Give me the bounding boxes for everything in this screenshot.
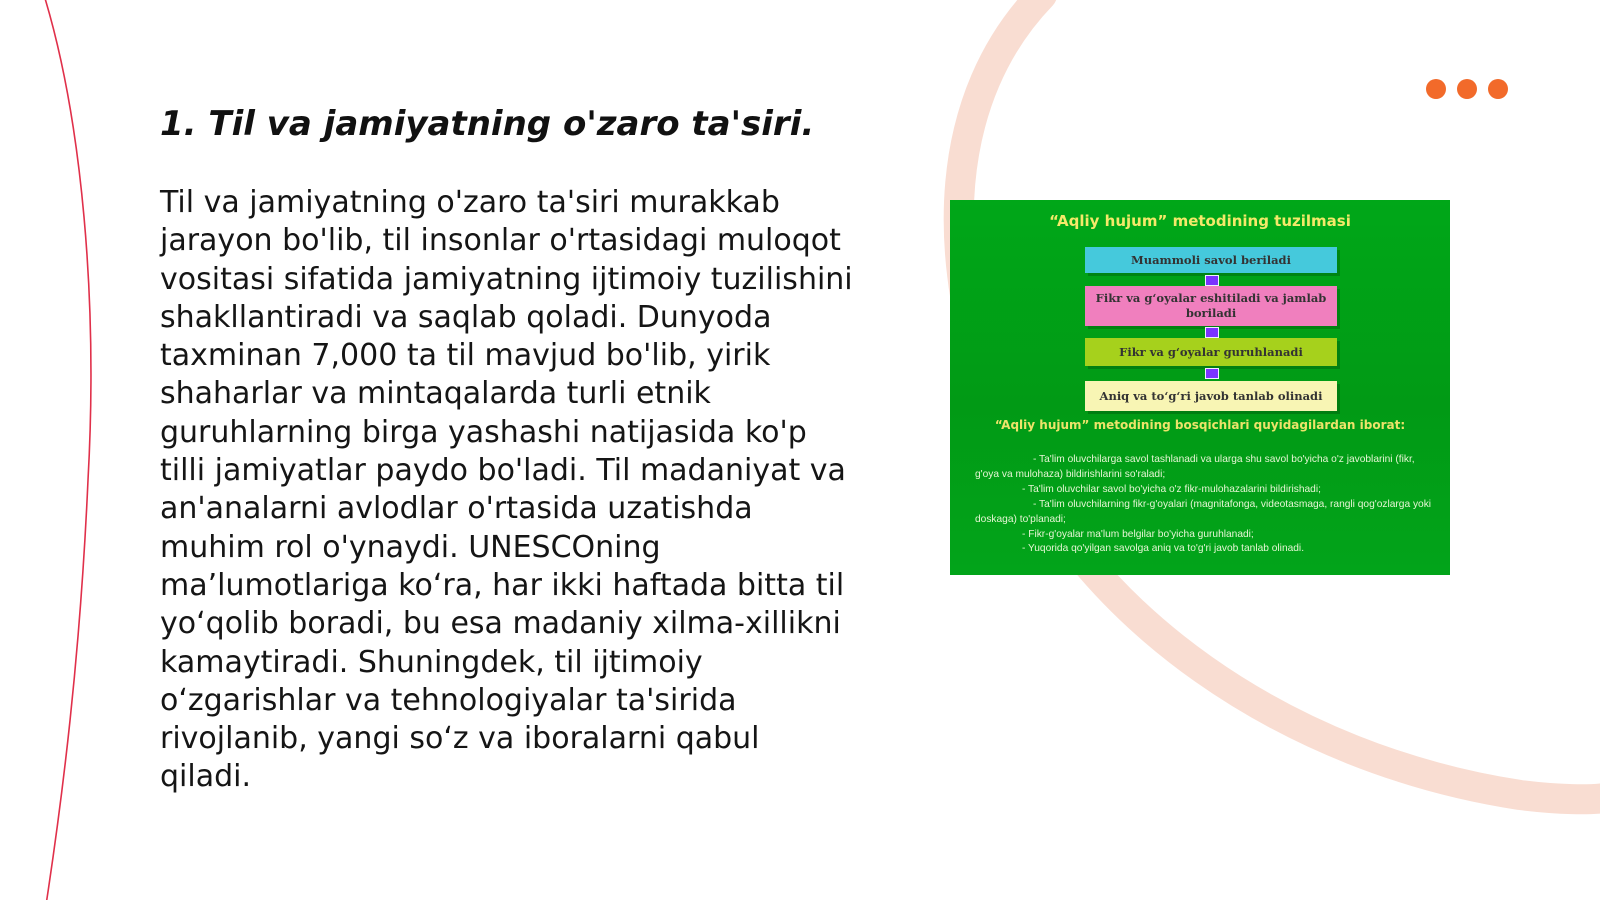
list-item: - Fikr-g'oyalar ma'lum belgilar bo'yicha guruhlanadi; <box>1022 528 1254 540</box>
list-item: - Yuqorida qo'yilgan savolga aniq va to'g'ri javob tanlab olinadi. <box>1022 543 1305 555</box>
flow-step-3: Fikr va g‘oyalar guruhlanadi <box>1085 338 1337 366</box>
decorative-dots <box>1426 79 1508 99</box>
flow-connector-3 <box>1205 368 1219 379</box>
list-item: - Ta'lim oluvchilarga savol tashlanadi va ularga shu savol bo'yicha o'z javoblarini (fikr, g'oya va mulohaza) bildirishlarini so'raladi; <box>975 454 1415 480</box>
slide-title: 1. Til va jamiyatning o'zaro ta'siri. <box>160 104 815 144</box>
flow-connector-2 <box>1205 327 1219 338</box>
decor-dot-2 <box>1457 79 1477 99</box>
decor-dot-3 <box>1488 79 1508 99</box>
flow-connector-1 <box>1205 275 1219 286</box>
infographic-step-list <box>975 453 1437 557</box>
flow-step-1: Muammoli savol beriladi <box>1085 247 1337 273</box>
brainstorming-infographic <box>950 200 1450 575</box>
infographic-title: “Aqliy hujum” metodining tuzilmasi <box>1049 212 1351 230</box>
decor-dot-1 <box>1426 79 1446 99</box>
flow-step-2: Fikr va g‘oyalar eshitiladi va jamlab boriladi <box>1085 286 1337 326</box>
infographic-subtitle: “Aqliy hujum” metodining bosqichlari quyidagilardan iborat: <box>994 418 1406 432</box>
flow-step-4: Aniq va to‘g‘ri javob tanlab olinadi <box>1085 381 1337 411</box>
list-item: - Ta'lim oluvchilar savol bo'yicha o'z fikr-mulohazalarini bildirishadi; <box>1022 483 1321 495</box>
slide-body-text: Til va jamiyatning o'zaro ta'siri murakkab jarayon bo'lib, til insonlar o'rtasidagi muloqot vositasi sifatida jamiyatning ijtimoiy tuzilishini shakllantiradi va saqlab qoladi. Dunyoda taxminan 7,000 ta til mavjud bo'lib, yirik shaharlar va mintaqalarda turli etnik guruhlarning birga yashashi natijasida ko'p tilli jamiyatlar paydo bo'ladi. Til madaniyat va an'analarni avlodlar o'rtasida uzatishda muhim rol o'ynaydi. UNESCOning maʼlumotlariga koʻra, har ikki haftada bitta til yoʻqolib boradi, bu esa madaniy xilma-xillikni kamaytiradi. Shuningdek, til ijtimoiy oʻzgarishlar va tehnologiyalar ta'sirida rivojlanib, yangi soʻz va iboralarni qabul qiladi. <box>160 185 853 795</box>
list-item: - Ta'lim oluvchilarning fikr-g'oyalari (magnitafonga, videotasmaga, rangli qog'ozlarga yoki doskaga) to'planadi; <box>975 498 1432 525</box>
left-red-curve <box>44 0 91 900</box>
